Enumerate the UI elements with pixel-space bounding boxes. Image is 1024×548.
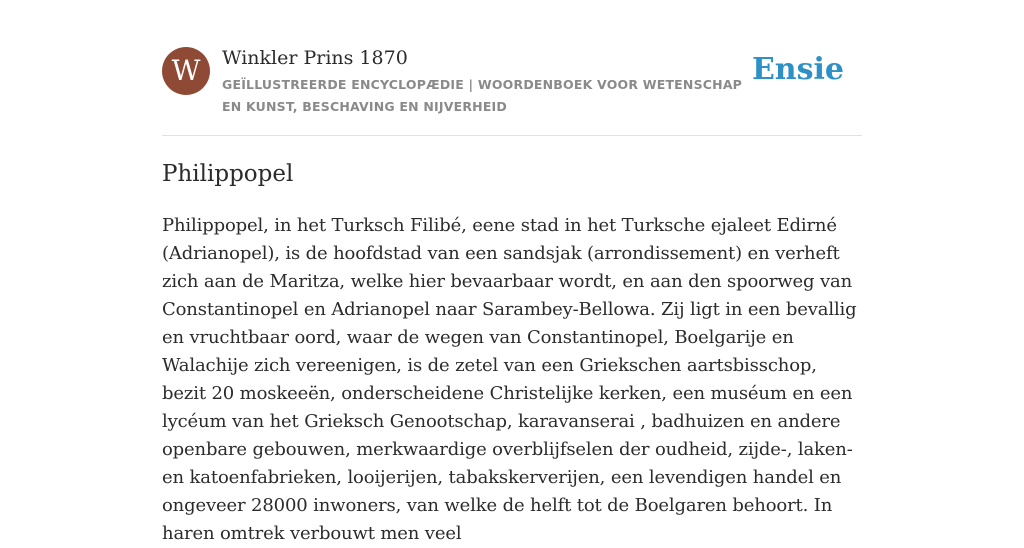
source-avatar[interactable]: W	[162, 47, 210, 95]
source-subtitle: GEÏLLUSTREERDE ENCYCLOPÆDIE | WOORDENBOEK VOOR WETENSCHAP EN KUNST, BESCHAVING EN NIJVERHEID	[222, 77, 743, 114]
entry-title: Philippopel	[162, 161, 294, 187]
entry-body-text: Philippopel, in het Turksch Filibé, eene stad in het Turksche ejaleet Edirné (Adrianopel), is de hoofdstad van een sandsjak (arrondissement) en verheft zich aan de Maritza, welke hier bevaarbaar wordt, en aan den spoorweg van Constantinopel en Adrianopel naar Sarambey-Bellowa. Zij ligt in een bevallig en vruchtbaar oord, waar de wegen van Constantinopel, Boelgarije en Walachije zich vereenigen, is de zetel van een Griekschen aartsbisschop, bezit 20 moskeeën, onderscheidene Christelijke kerken, een muséum en een lycéum van het Grieksch Genootschap, karavanserai , badhuizen en andere openbare gebouwen, merkwaardige overblijfselen der oudheid, zijde-, laken- en katoenfabrieken, looijerijen, tabakskerverijen, een levendigen handel en ongeveer 28000 inwoners, van welke de helft tot de Boelgaren behoort. In haren omtrek verbouwt men veel	[162, 215, 857, 544]
source-title-link[interactable]: Winkler Prins 1870	[222, 47, 408, 69]
header-divider	[162, 135, 862, 136]
ensie-logo-link[interactable]: Ensie	[751, 52, 844, 87]
source-header	[162, 46, 862, 136]
